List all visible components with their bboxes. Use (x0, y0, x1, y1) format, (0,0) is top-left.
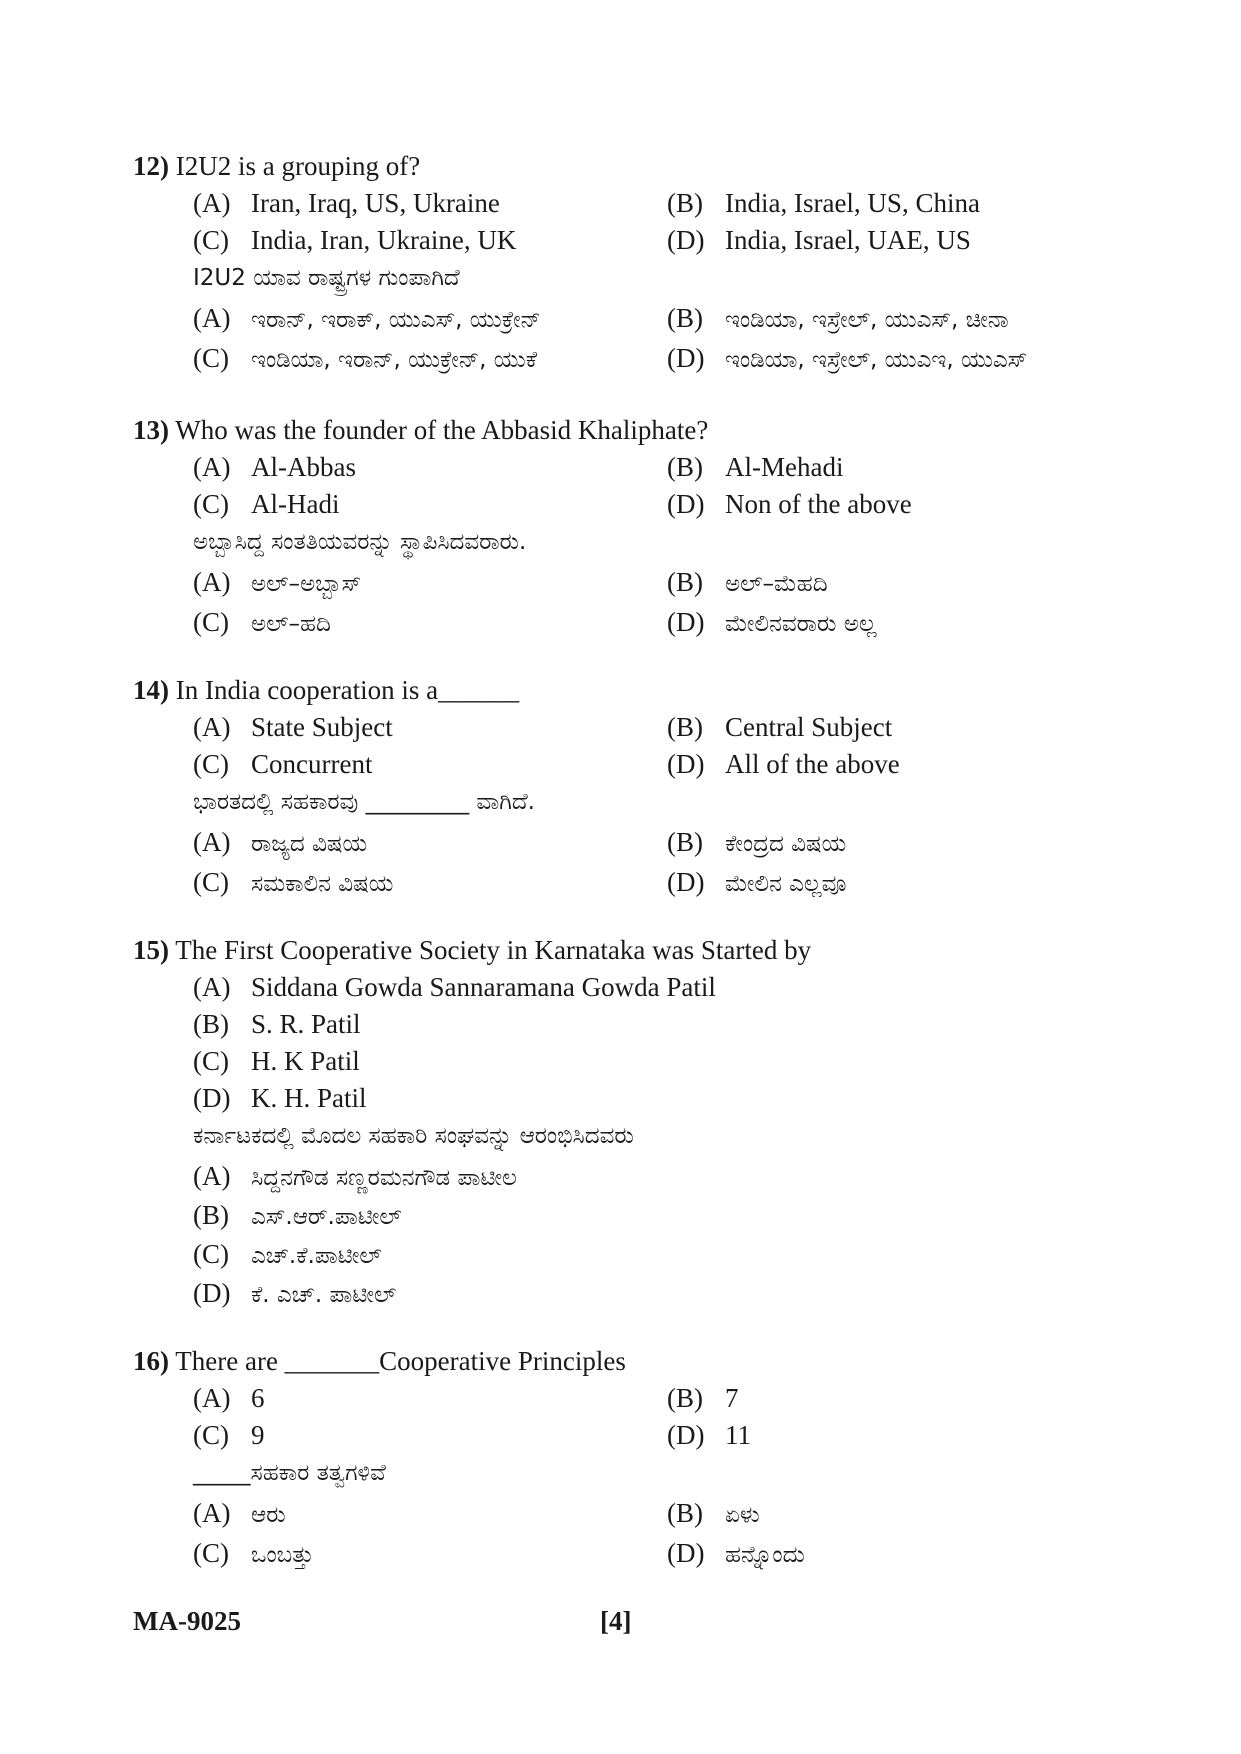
question-text-kn: ಕರ್ನಾಟಕದಲ್ಲಿ ಮೊದಲ ಸಹಕಾರಿ ಸಂಘವನ್ನು ಆರಂಭಿಸಿದವರು (193, 1123, 634, 1149)
option-b-kn: (B) ಎಸ್.ಆರ್.ಪಾಟೀಲ್ (193, 1200, 402, 1230)
question-stem-en (133, 674, 519, 706)
option-c-en: (C) H. K Patil (193, 1046, 360, 1076)
question-number: 15) (133, 935, 169, 965)
option-d-kn: (D) ಕೆ. ಎಚ್. ಪಾಟೀಲ್ (193, 1278, 397, 1308)
option-c-en: (C) Concurrent (193, 749, 373, 779)
question-text: Who was the founder of the Abbasid Khaliphate? (175, 415, 709, 445)
option-d-en: (D) Non of the above (667, 489, 912, 519)
option-d-kn: (D) ಮೇಲಿನ ಎಲ್ಲವೂ (667, 867, 847, 897)
option-a-kn: (A) ಸಿದ್ದನಗೌಡ ಸಣ್ಣರಮನಗೌಡ ಪಾಟೀಲ (193, 1161, 517, 1191)
option-a-en: (A) Iran, Iraq, US, Ukraine (193, 188, 500, 218)
question-text: I2U2 is a grouping of? (175, 151, 421, 181)
page-number: [4] (600, 1606, 632, 1636)
question-number: 13) (133, 415, 169, 445)
question-number: 16) (133, 1346, 169, 1376)
option-c-kn: (C) ಒಂಬತ್ತು (193, 1538, 314, 1568)
option-d-en: (D) All of the above (667, 749, 900, 779)
exam-code: MA-9025 (133, 1606, 241, 1636)
option-d-en: (D) 11 (667, 1420, 751, 1450)
question-stem-en (133, 934, 811, 966)
option-b-kn: (B) ಕೇಂದ್ರದ ವಿಷಯ (667, 827, 847, 857)
option-b-kn: (B) ಅಲ್–ಮೆಹದಿ (667, 567, 828, 597)
question-text: There are _______Cooperative Principles (175, 1346, 626, 1376)
question-text-kn: _____ಸಹಕಾರ ತತ್ವಗಳಿವೆ (193, 1460, 386, 1486)
option-b-en: (B) India, Israel, US, China (667, 188, 980, 218)
question-text: The First Cooperative Society in Karnataka was Started by (175, 935, 812, 965)
option-b-en: (B) S. R. Patil (193, 1009, 361, 1039)
option-d-kn: (D) ಹನ್ನೊಂದು (667, 1538, 805, 1568)
question-text: In India cooperation is a______ (175, 675, 520, 705)
option-b-kn: (B) ಏಳು (667, 1498, 760, 1528)
option-c-kn: (C) ಎಚ್.ಕೆ.ಪಾಟೀಲ್ (193, 1239, 382, 1269)
option-d-en: (D) K. H. Patil (193, 1083, 367, 1113)
question-text-kn: I2U2 ಯಾವ ರಾಷ್ಟ್ರಗಳ ಗುಂಪಾಗಿದೆ (193, 265, 460, 291)
option-b-en: (B) Al-Mehadi (667, 452, 844, 482)
option-c-en: (C) 9 (193, 1420, 265, 1450)
option-a-en: (A) 6 (193, 1383, 265, 1413)
question-text-kn: ಭಾರತದಲ್ಲಿ ಸಹಕಾರವು _________ ವಾಗಿದೆ. (193, 789, 535, 815)
option-d-kn: (D) ಇಂಡಿಯಾ, ಇಸ್ರೇಲ್, ಯುಎಇ, ಯುಎಸ್ (667, 343, 1028, 373)
option-a-en: (A) Al-Abbas (193, 452, 356, 482)
option-c-kn: (C) ಇಂಡಿಯಾ, ಇರಾನ್, ಯುಕ್ರೇನ್, ಯುಕೆ (193, 343, 537, 373)
question-stem-en (133, 150, 420, 182)
option-c-en: (C) Al-Hadi (193, 489, 340, 519)
option-b-en: (B) 7 (667, 1383, 739, 1413)
option-b-kn: (B) ಇಂಡಿಯಾ, ಇಸ್ರೇಲ್, ಯುಎಸ್, ಚೀನಾ (667, 303, 1009, 333)
option-a-kn: (A) ಇರಾನ್, ಇರಾಕ್, ಯುಎಸ್, ಯುಕ್ರೇನ್ (193, 303, 541, 333)
question-stem-en (133, 414, 708, 446)
option-a-kn: (A) ಆರು (193, 1498, 286, 1528)
option-d-en: (D) India, Israel, UAE, US (667, 225, 971, 255)
option-a-en: (A) State Subject (193, 712, 393, 742)
option-a-en: (A) Siddana Gowda Sannaramana Gowda Patil (193, 972, 716, 1002)
option-d-kn: (D) ಮೇಲಿನವರಾರು ಅಲ್ಲ (667, 607, 877, 637)
question-number: 12) (133, 151, 169, 181)
option-c-kn: (C) ಸಮಕಾಲಿನ ವಿಷಯ (193, 867, 394, 897)
option-a-kn: (A) ಅಲ್–ಅಬ್ಬಾಸ್ (193, 567, 362, 597)
option-c-kn: (C) ಅಲ್–ಹದಿ (193, 607, 331, 637)
option-a-kn: (A) ರಾಜ್ಯದ ವಿಷಯ (193, 827, 368, 857)
question-text-kn: ಅಬ್ಬಾಸಿದ್ದ ಸಂತತಿಯವರನ್ನು ಸ್ಥಾಪಿಸಿದವರಾರು. (193, 529, 527, 555)
option-c-en: (C) India, Iran, Ukraine, UK (193, 225, 517, 255)
question-number: 14) (133, 675, 169, 705)
option-b-en: (B) Central Subject (667, 712, 893, 742)
question-stem-en (133, 1345, 626, 1377)
